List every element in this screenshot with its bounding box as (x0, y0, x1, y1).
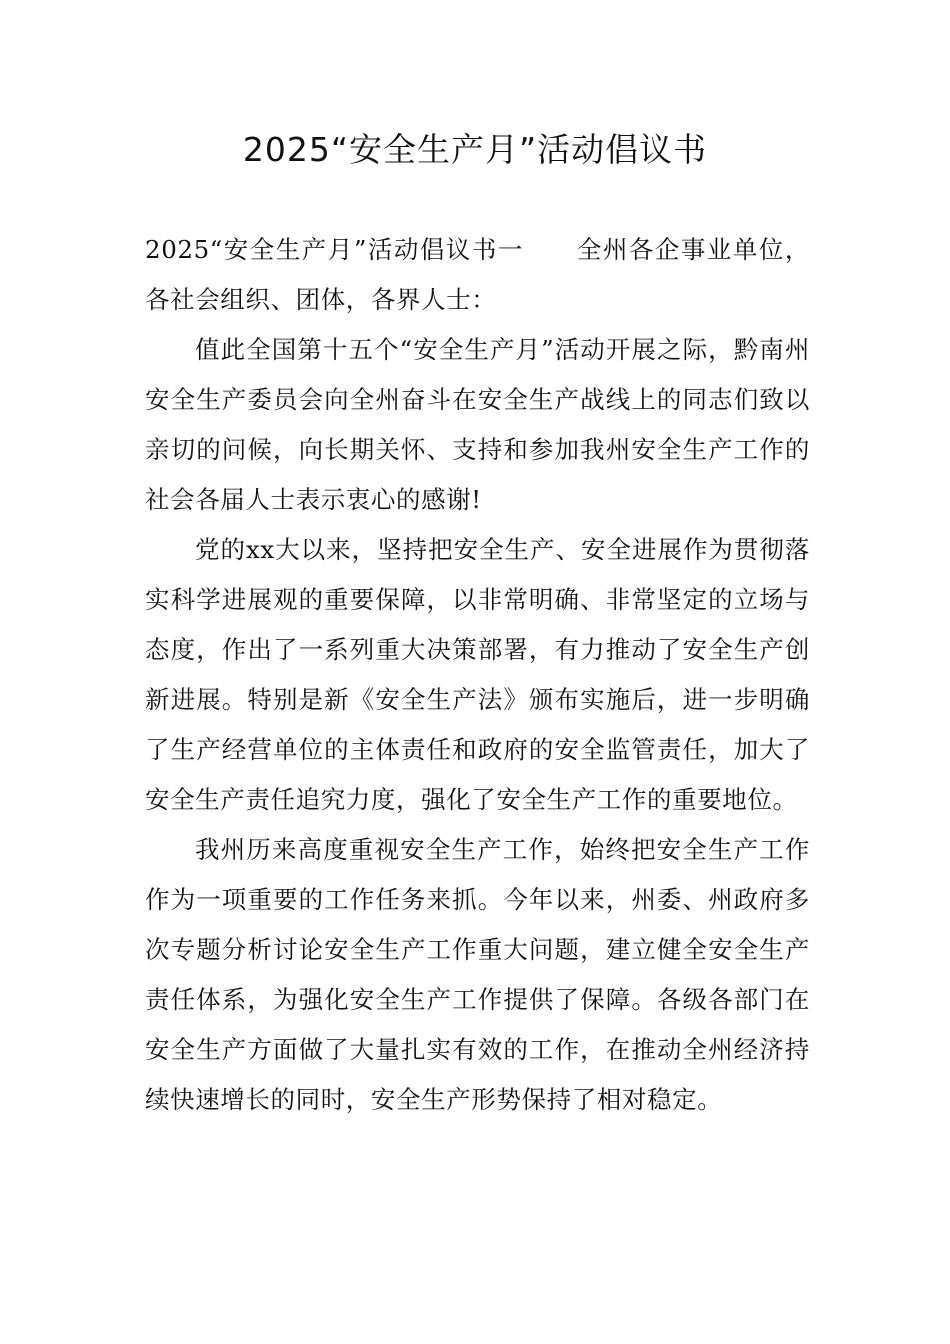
opening-paragraph (145, 225, 810, 325)
body-paragraph-1: 值此全国第十五个“安全生产月”活动开展之际，黔南州安全生产委员会向全州奋斗在安全生产战线上的同志们致以亲切的问候，向长期关怀、支持和参加我州安全生产工作的社会各届人士表示衷心的感谢! (145, 335, 810, 514)
document-body (145, 225, 810, 1125)
salutation-line-2: 各社会组织、团体，各界人士： (145, 285, 497, 314)
body-paragraph-2: 党的xx大以来，坚持把安全生产、安全进展作为贯彻落实科学进展观的重要保障，以非常明确、非常坚定的立场与态度，作出了一系列重大决策部署，有力推动了安全生产创新进展。特别是新《安全生产法》颁布实施后，进一步明确了生产经营单位的主体责任和政府的安全监管责任，加大了安全生产责任追究力度，强化了安全生产工作的重要地位。 (145, 535, 810, 814)
document-title: 2025“安全生产月”活动倡议书 (242, 130, 708, 169)
opening-heading: 2025“安全生产月”活动倡议书一 (145, 235, 524, 264)
body-paragraph-3: 我州历来高度重视安全生产工作，始终把安全生产工作作为一项重要的工作任务来抓。今年以来，州委、州政府多次专题分析讨论安全生产工作重大问题，建立健全安全生产责任体系，为强化安全生产工作提供了保障。各级各部门在安全生产方面做了大量扎实有效的工作，在推动全州经济持续快速增长的同时，安全生产形势保持了相对稳定。 (145, 835, 810, 1114)
salutation-line-1: 全州各企事业单位， (575, 235, 810, 264)
